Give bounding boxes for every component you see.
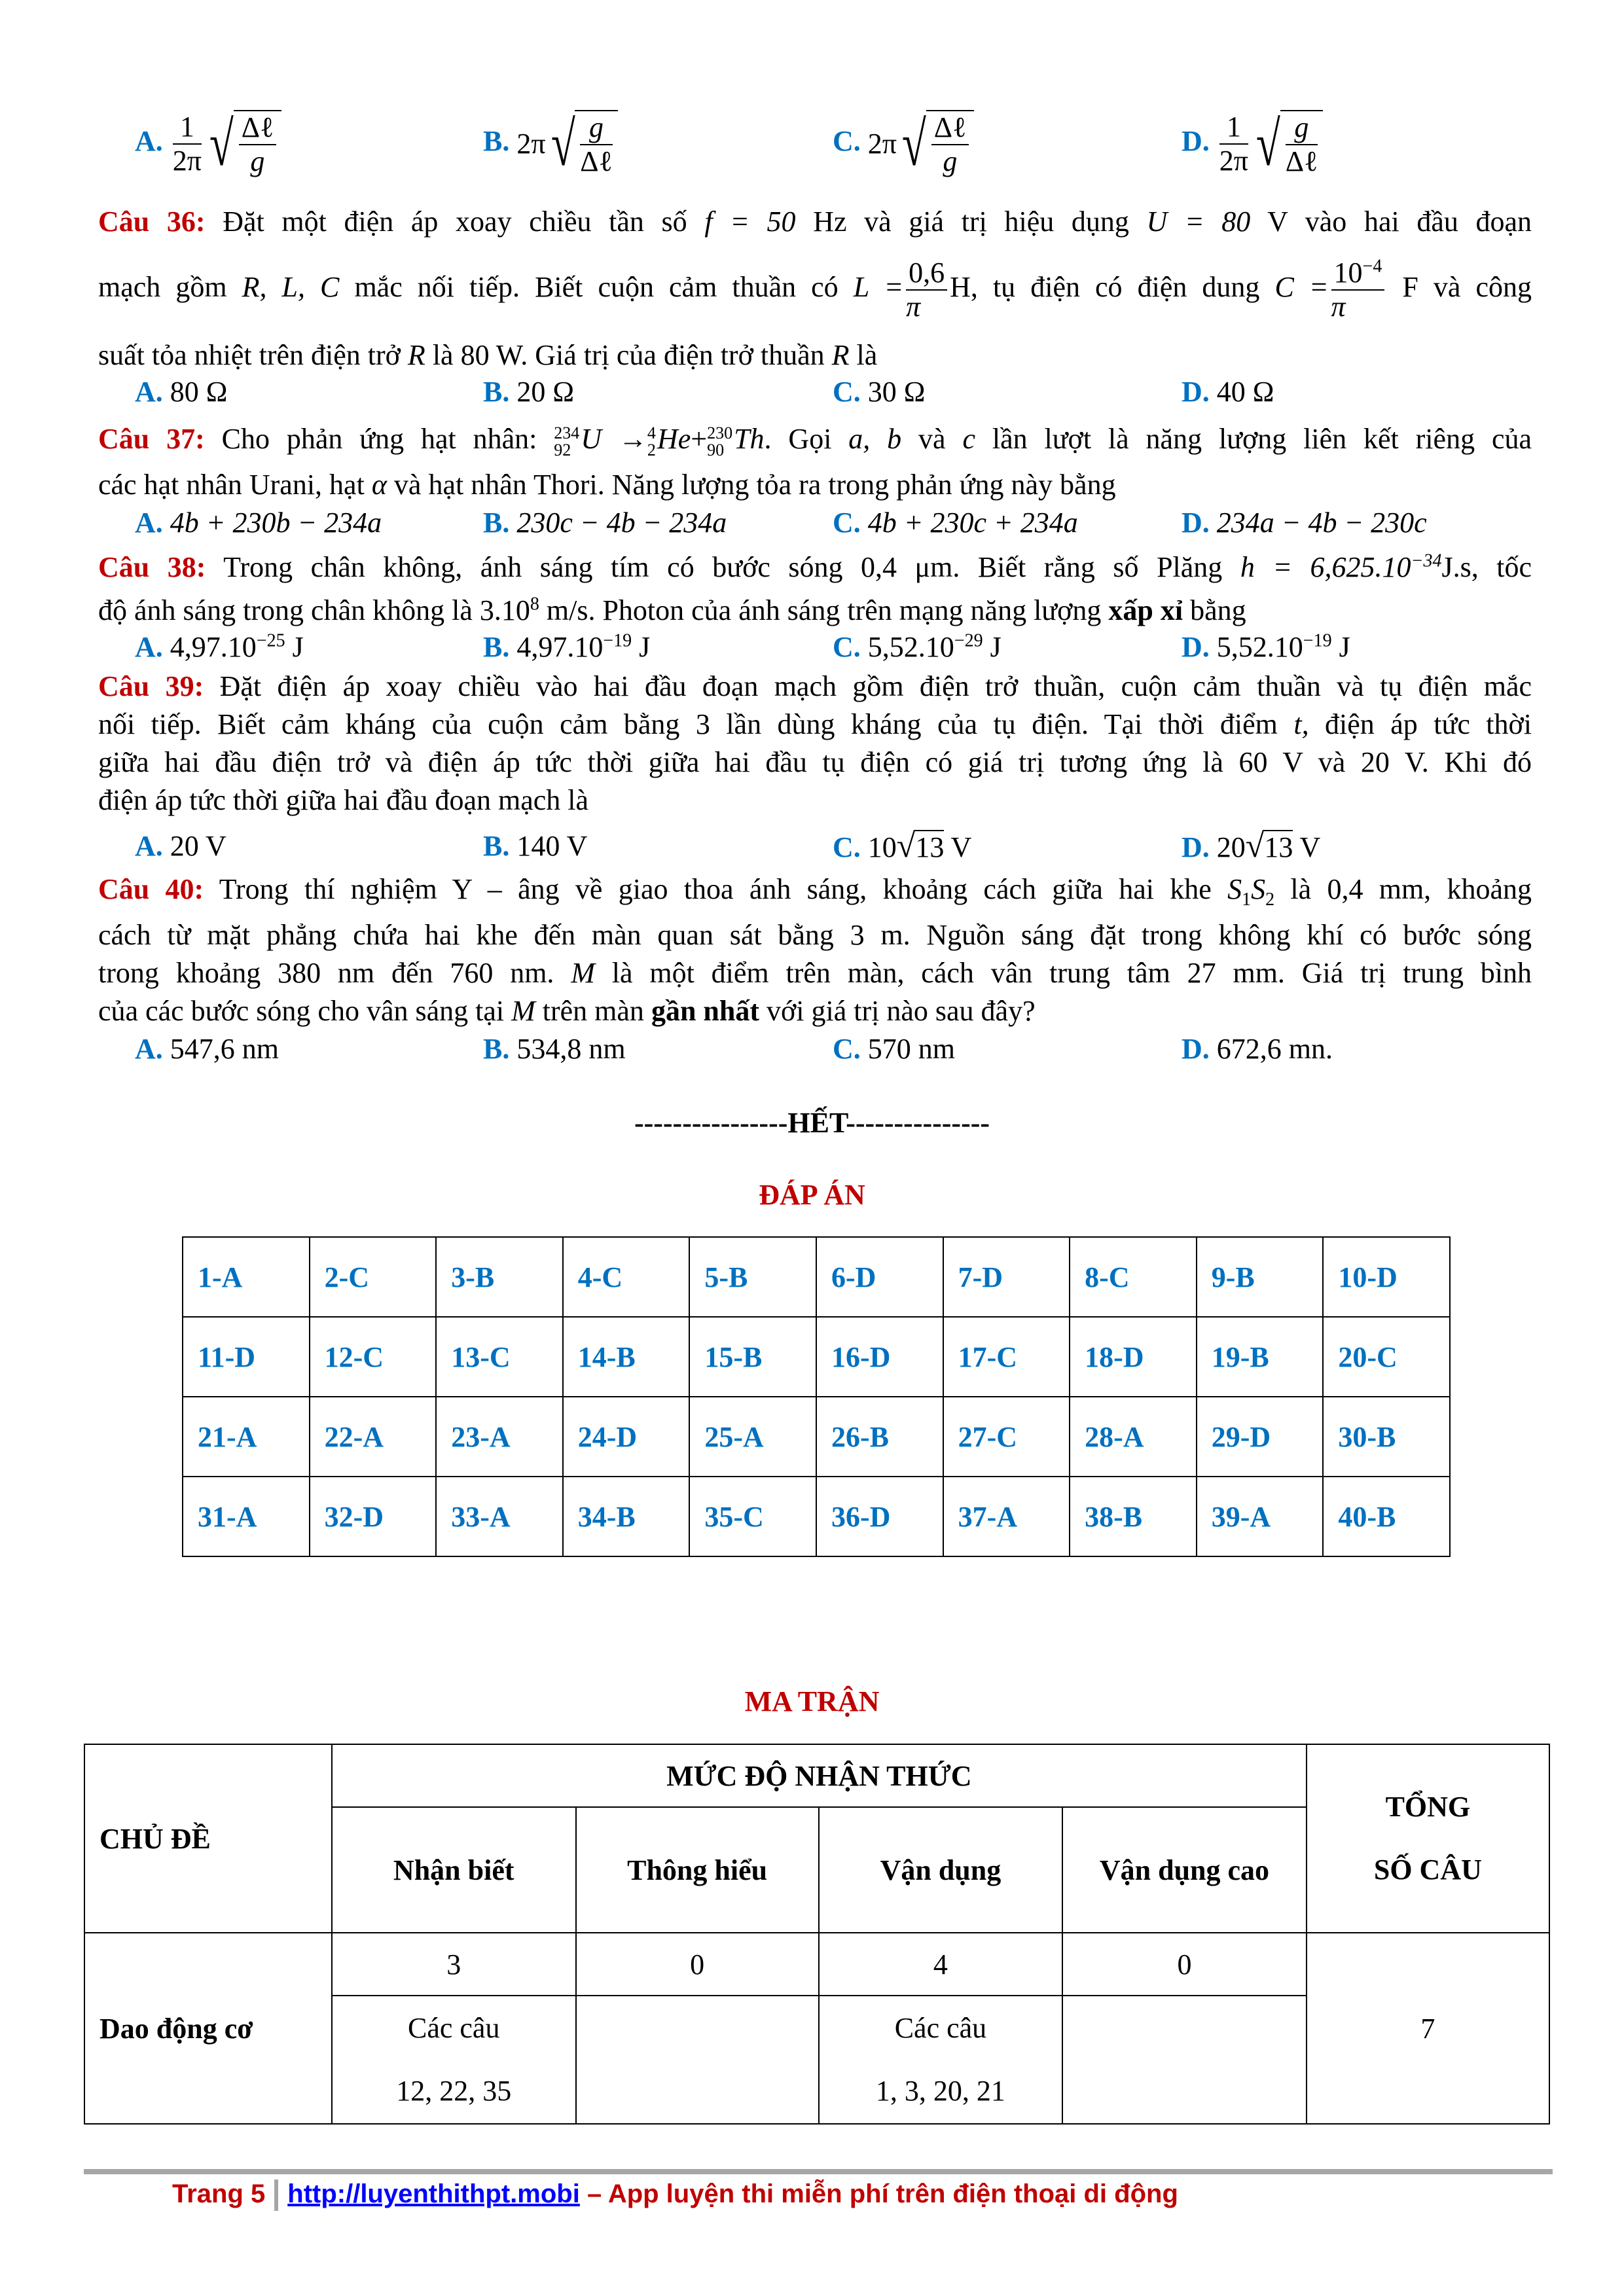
answer-cell: 33-A	[436, 1477, 563, 1556]
q40-line-3: trong khoảng 380 nm đến 760 nm. M là một điểm trên màn, cách vân trung tâm 27 mm. Giá trị trung bình	[98, 957, 1532, 989]
end-mark: ----------------HẾT---------------	[634, 1107, 990, 1139]
answer-cell: 25-A	[689, 1397, 816, 1477]
q36-line-1: Câu 36: Đặt một điện áp xoay chiều tần số f = 50 Hz và giá trị hiệu dụng U = 80 V vào hai đầu đoạn	[98, 206, 1532, 238]
questions-thong-hieu	[576, 1996, 819, 2124]
answer-cell: 38-B	[1070, 1477, 1197, 1556]
answer-cell: 36-D	[816, 1477, 943, 1556]
answer-cell: 29-D	[1197, 1397, 1324, 1477]
level-nhan-biet: Nhận biết	[332, 1807, 576, 1933]
answer-cell: 28-A	[1070, 1397, 1197, 1477]
topic-header: CHỦ ĐỀ	[84, 1744, 332, 1933]
answer-cell: 17-C	[943, 1317, 1070, 1397]
answer-cell: 13-C	[436, 1317, 563, 1397]
q36-option-a: A. 80 Ω	[135, 376, 228, 408]
q35-option-d: D. $\frac{1}{2\pi}$ √ $\frac{g}{\text{Δℓ}}$	[1182, 110, 1323, 178]
q37-line-1: Câu 37: Cho phản ứng hạt nhân: 234 92 U → 4 2 He+ 230 90 Th. Gọi a, b và c lần lượt là năng lượng liên kết riêng của	[98, 423, 1532, 459]
questions-nhan-biet: Các câu 12, 22, 35	[332, 1996, 576, 2124]
answer-cell: 12-C	[310, 1317, 437, 1397]
answer-cell: 14-B	[563, 1317, 690, 1397]
level-thong-hieu: Thông hiểu	[576, 1807, 819, 1933]
answer-row	[183, 1317, 1450, 1397]
matrix-table	[84, 1744, 1550, 2125]
q36-option-d: D. 40 Ω	[1182, 376, 1274, 408]
level-van-dung-cao: Vận dụng cao	[1062, 1807, 1307, 1933]
answer-title: ĐÁP ÁN	[759, 1179, 865, 1211]
total-header: TỔNG SỐ CÂU	[1307, 1744, 1549, 1933]
count-van-dung: 4	[819, 1933, 1063, 1996]
answer-cell: 26-B	[816, 1397, 943, 1477]
answer-table	[182, 1236, 1451, 1557]
answer-cell: 22-A	[310, 1397, 437, 1477]
answer-cell: 20-C	[1323, 1317, 1450, 1397]
q38-option-c: C. $5,52.10^{-29}$ J	[833, 630, 1001, 663]
questions-van-dung-cao	[1062, 1996, 1307, 2124]
q40-option-d: D. 672,6 mn.	[1182, 1033, 1333, 1065]
q40-option-b: B. 534,8 nm	[483, 1033, 626, 1065]
matrix-title: MA TRẬN	[744, 1685, 880, 1717]
q40-line-2: cách từ mặt phẳng chứa hai khe đến màn quan sát bằng 3 m. Nguồn sáng đặt trong không khí có bước sóng	[98, 919, 1532, 951]
footer-separator	[274, 2179, 278, 2211]
q39-line-1: Câu 39: Đặt điện áp xoay chiều vào hai đầu đoạn mạch gồm điện trở thuần, cuộn cảm thuần và tụ điện mắc	[98, 670, 1532, 702]
q35-option-c: C. 2π√ $\frac{\text{Δℓ}}{g}$	[833, 110, 974, 178]
answer-cell: 39-A	[1197, 1477, 1324, 1556]
answer-cell: 4-C	[563, 1237, 690, 1317]
count-nhan-biet: 3	[332, 1933, 576, 1996]
answer-cell: 19-B	[1197, 1317, 1324, 1397]
q38-option-b: B. $4,97.10^{-19}$ J	[483, 630, 651, 663]
page-number: Trang 5	[172, 2179, 266, 2208]
answer-cell: 27-C	[943, 1397, 1070, 1477]
answer-cell: 34-B	[563, 1477, 690, 1556]
footer	[172, 2179, 1178, 2211]
q39-line-3: giữa hai đầu điện trở và điện áp tức thời giữa hai đầu tụ điện có giá trị tương ứng là 60 V và 20 V. Khi đó	[98, 746, 1532, 778]
q39-line-2: nối tiếp. Biết cảm kháng của cuộn cảm bằng 3 lần dùng kháng của tụ điện. Tại thời điểm t, điện áp tức thời	[98, 708, 1532, 740]
answer-cell: 3-B	[436, 1237, 563, 1317]
answer-cell: 9-B	[1197, 1237, 1324, 1317]
answer-cell: 7-D	[943, 1237, 1070, 1317]
topic-dao-dong-co: Dao động cơ	[84, 1933, 332, 2124]
q36-option-b: B. 20 Ω	[483, 376, 575, 408]
q37-option-a: A. 4b + 230b − 234a	[135, 507, 382, 539]
q36-option-c: C. 30 Ω	[833, 376, 926, 408]
q37-option-b: B. 230c − 4b − 234a	[483, 507, 727, 539]
questions-van-dung: Các câu 1, 3, 20, 21	[819, 1996, 1063, 2124]
q39-option-c: C. 10√13 V	[833, 827, 972, 865]
answer-cell: 11-D	[183, 1317, 310, 1397]
q36-line-3: suất tỏa nhiệt trên điện trở R là 80 W. Giá trị của điện trở thuần R là	[98, 339, 878, 371]
answer-row	[183, 1477, 1450, 1556]
q37-option-c: C. 4b + 230c + 234a	[833, 507, 1078, 539]
footer-text: – App luyện thi miễn phí trên điện thoại di động	[579, 2179, 1178, 2208]
answer-cell: 10-D	[1323, 1237, 1450, 1317]
q38-option-a: A. $4,97.10^{-25}$ J	[135, 630, 304, 663]
answer-cell: 2-C	[310, 1237, 437, 1317]
answer-cell: 23-A	[436, 1397, 563, 1477]
q37-line-2: các hạt nhân Urani, hạt α và hạt nhân Thori. Năng lượng tỏa ra trong phản ứng này bằng	[98, 469, 1116, 501]
q35-option-b: B. 2π√ $\frac{g}{\text{Δℓ}}$	[483, 110, 618, 178]
q39-option-a: A. 20 V	[135, 830, 226, 862]
level-van-dung: Vận dụng	[819, 1807, 1063, 1933]
count-van-dung-cao: 0	[1062, 1933, 1307, 1996]
answer-cell: 21-A	[183, 1397, 310, 1477]
answer-cell: 24-D	[563, 1397, 690, 1477]
answer-cell: 30-B	[1323, 1397, 1450, 1477]
q40-line-1: Câu 40: Trong thí nghiệm Y – âng về giao thoa ánh sáng, khoảng cách giữa hai khe $S_1S_2$ là 0,4 mm, khoảng	[98, 873, 1532, 910]
q39-option-d: D. 20√13 V	[1182, 827, 1321, 865]
q40-option-a: A. 547,6 nm	[135, 1033, 280, 1065]
answer-cell: 35-C	[689, 1477, 816, 1556]
q38-line-1: Câu 38: Trong chân không, ánh sáng tím có bước sóng 0,4 μm. Biết rằng số Plăng $h = 6,625.10^{-34}J.s$, tốc	[98, 550, 1532, 583]
answer-cell: 37-A	[943, 1477, 1070, 1556]
q39-option-b: B. 140 V	[483, 830, 588, 862]
answer-cell: 6-D	[816, 1237, 943, 1317]
footer-rule	[84, 2169, 1553, 2174]
q38-line-2: độ ánh sáng trong chân không là 3.10$^8$ m/s. Photon của ánh sáng trên mạng năng lượng xấp xỉ bằng	[98, 594, 1246, 626]
q40-line-4: của các bước sóng cho vân sáng tại M trên màn gần nhất với giá trị nào sau đây?	[98, 995, 1036, 1027]
answer-cell: 8-C	[1070, 1237, 1197, 1317]
answer-cell: 16-D	[816, 1317, 943, 1397]
total-dao-dong-co: 7	[1307, 1933, 1549, 2124]
count-thong-hieu: 0	[576, 1933, 819, 1996]
answer-cell: 40-B	[1323, 1477, 1450, 1556]
answer-cell: 15-B	[689, 1317, 816, 1397]
q38-option-d: D. $5,52.10^{-19}$ J	[1182, 630, 1350, 663]
answer-cell: 18-D	[1070, 1317, 1197, 1397]
q36-line-2: mạch gồm R, L, C mắc nối tiếp. Biết cuộn cảm thuần có L = $\frac{0,6}{\pi}$ H, tụ điện có điện dung C = $\frac{10^{-4}}{\pi}$ F và công	[98, 256, 1532, 323]
q35-option-a: A. $\frac{1}{2\pi}$ √ $\frac{\text{Δℓ}}{g}$	[135, 110, 281, 178]
answer-cell: 32-D	[310, 1477, 437, 1556]
q37-option-d: D. 234a − 4b − 230c	[1182, 507, 1427, 539]
q39-line-4: điện áp tức thời giữa hai đầu đoạn mạch là	[98, 784, 589, 816]
level-header: MỨC ĐỘ NHẬN THỨC	[332, 1744, 1307, 1807]
footer-link[interactable]: http://luyenthithpt.mobi	[287, 2179, 580, 2208]
answer-row	[183, 1397, 1450, 1477]
answer-row	[183, 1237, 1450, 1317]
answer-cell: 5-B	[689, 1237, 816, 1317]
q40-option-c: C. 570 nm	[833, 1033, 956, 1065]
answer-cell: 1-A	[183, 1237, 310, 1317]
answer-cell: 31-A	[183, 1477, 310, 1556]
